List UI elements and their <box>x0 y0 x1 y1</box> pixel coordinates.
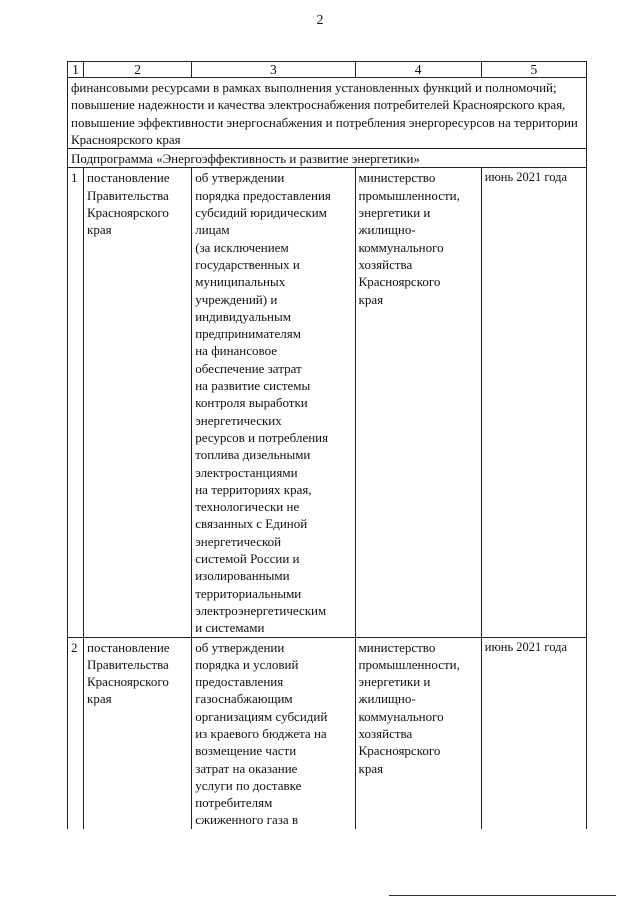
footer-rule <box>389 895 616 896</box>
column-number-2: 2 <box>84 62 192 78</box>
subprogram-row <box>68 149 587 168</box>
row-number: 1 <box>68 168 84 637</box>
measures-table <box>67 61 587 829</box>
column-number-5: 5 <box>481 62 586 78</box>
deadline: июнь 2021 года <box>481 637 586 829</box>
document-subject: об утверждении порядка предоставления субсидий юридическим лицам (за исключением государственных и муниципальных учреждений) и индивидуальным предпринимателям на финансовое обеспечение затрат на развитие системы контроля выработки энергетических ресурсов и потребления топлива дизельными электростанциями на территориях края, технологически не связанных с Единой энергетической системой России и изолированными территориальными электроэнергетическим и системами <box>192 168 355 637</box>
row-number: 2 <box>68 637 84 829</box>
intro-row <box>68 78 587 149</box>
column-number-4: 4 <box>355 62 481 78</box>
subprogram-title: Подпрограмма «Энергоэффективность и развитие энергетики» <box>68 149 587 168</box>
column-number-1: 1 <box>68 62 84 78</box>
table-header-row <box>68 62 587 78</box>
responsible-body: министерство промышленности, энергетики и жилищно- коммунального хозяйства Красноярского края <box>355 168 481 637</box>
deadline: июнь 2021 года <box>481 168 586 637</box>
table-row <box>68 637 587 829</box>
column-number-3: 3 <box>192 62 355 78</box>
responsible-body: министерство промышленности, энергетики и жилищно- коммунального хозяйства Красноярского края <box>355 637 481 829</box>
document-type: постановление Правительства Красноярского края <box>84 637 192 829</box>
table-row <box>68 168 587 637</box>
intro-text: финансовыми ресурсами в рамках выполнения установленных функций и полномочий; повышение надежности и качества электроснабжения потребителей Красноярского края, повышение эффективности энергоснабжения и потребления энергоресурсов на территории Красноярского края <box>68 78 587 149</box>
page-number: 2 <box>316 13 324 28</box>
document-type: постановление Правительства Красноярского края <box>84 168 192 637</box>
document-subject: об утверждении порядка и условий предоставления газоснабжающим организациям субсидий из краевого бюджета на возмещение части затрат на оказание услуги по доставке потребителям сжиженного газа в <box>192 637 355 829</box>
